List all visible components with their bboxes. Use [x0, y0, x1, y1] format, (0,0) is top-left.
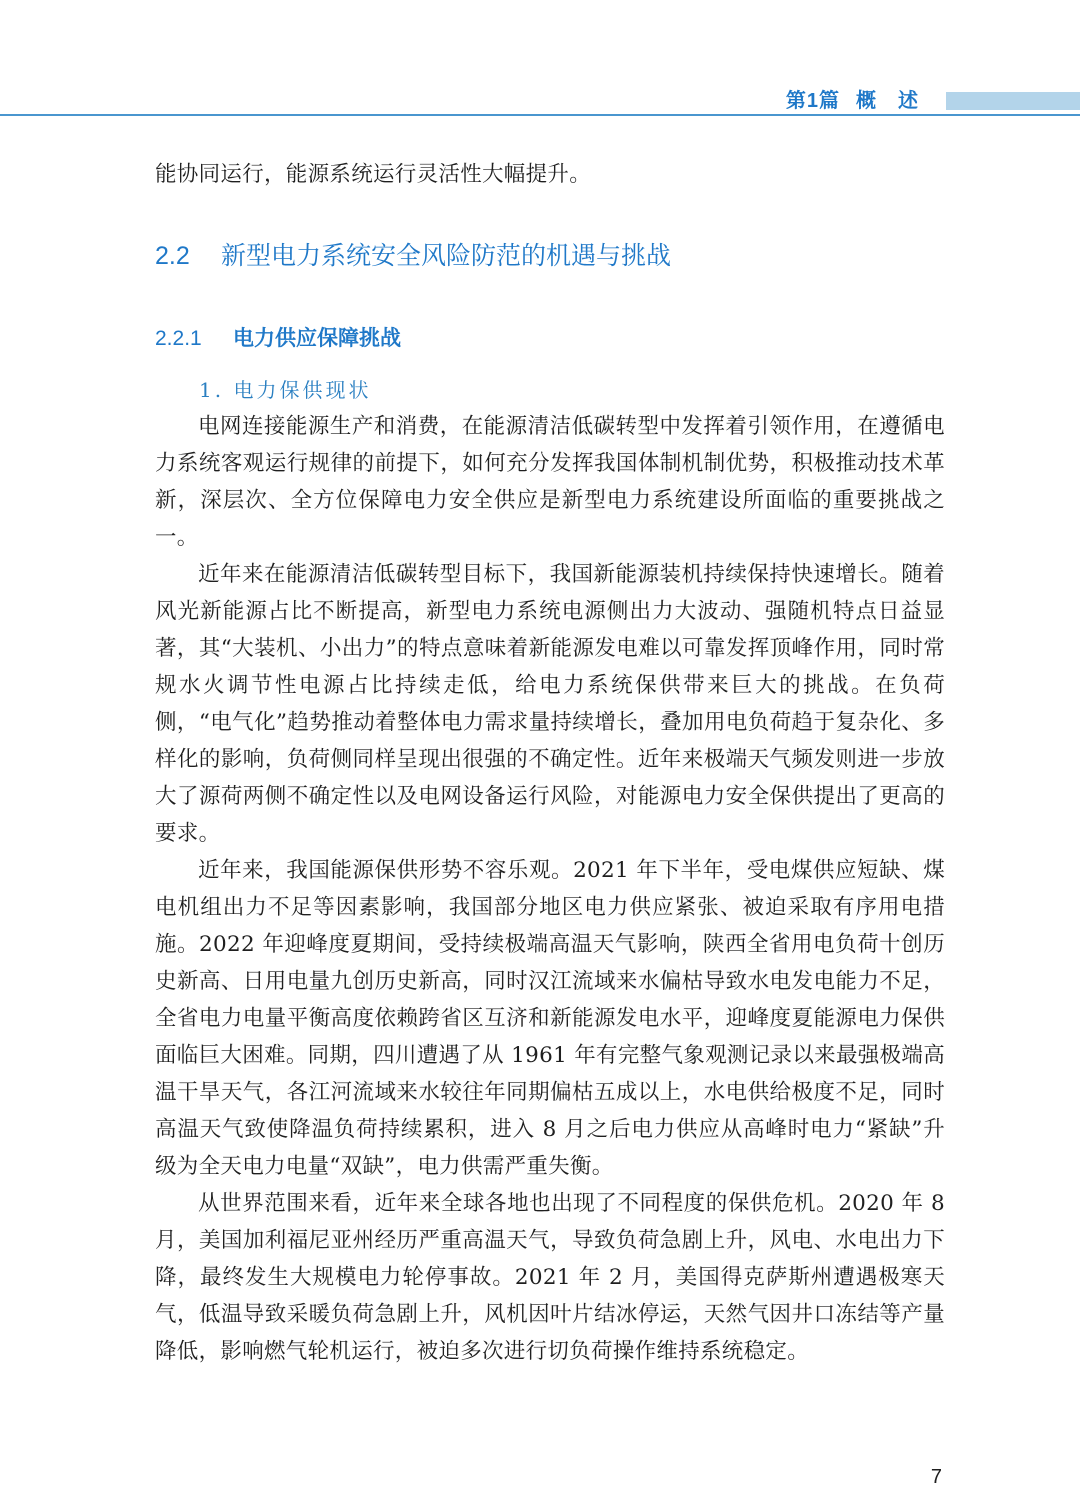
paragraph: 从世界范围来看，近年来全球各地也出现了不同程度的保供危机。2020 年 8 月，美国加利福尼亚州经历严重高温天气，导致负荷急剧上升，风电、水电出力下降，最终发生大规模电力轮停事故。2021 年 2 月，美国得克萨斯州遭遇极寒天气，低温导致采暖负荷急剧上升，风机因叶片结冰停运，天然气因井口冻结等产量降低，影响燃气轮机运行，被迫多次进行切负荷操作维持系统稳定。 [155, 1191, 945, 1364]
section-number: 2.2 [155, 242, 190, 270]
running-header [0, 0, 1080, 120]
header-accent-bar [946, 92, 1080, 110]
paragraph: 近年来在能源清洁低碳转型目标下，我国新能源装机持续保持快速增长。随着风光新能源占比不断提高，新型电力系统电源侧出力大波动、强随机特点日益显著，其“大装机、小出力”的特点意味着新能源发电难以可靠发挥顶峰作用，同时常规水火调节性电源占比持续走低，给电力系统保供带来巨大的挑战。在负荷侧，“电气化”趋势推动着整体电力需求量持续增长，叠加用电负荷趋于复杂化、多样化的影响，负荷侧同样呈现出很强的不确定性。近年来极端天气频发则进一步放大了源荷两侧不确定性以及电网设备运行风险，对能源电力安全保供提出了更高的要求。 [155, 562, 945, 846]
paragraph: 电网连接能源生产和消费，在能源清洁低碳转型中发挥着引领作用，在遵循电力系统客观运行规律的前提下，如何充分发挥我国体制机制优势，积极推动技术革新，深层次、全方位保障电力安全供应是新型电力系统建设所面临的重要挑战之一。 [155, 414, 945, 550]
section-heading [155, 236, 945, 272]
subsection-title: 电力供应保障挑战 [233, 327, 401, 350]
paragraph: 近年来，我国能源保供形势不容乐观。2021 年下半年，受电煤供应短缺、煤电机组出力不足等因素影响，我国部分地区电力供应紧张、被迫采取有序用电措施。2022 年迎峰度夏期间，受持续极端高温天气影响，陕西全省用电负荷十创历史新高、日用电量九创历史新高，同时汉江流域来水偏枯导致水电发电能力不足，全省电力电量平衡高度依赖跨省区互济和新能源发电水平，迎峰度夏能源电力保供面临巨大困难。同期，四川遭遇了从 1961 年有完整气象观测记录以来最强极端高温干旱天气，各江河流域来水较往年同期偏枯五成以上，水电供给极度不足，同时高温天气致使降温负荷持续累积，进入 8 月之后电力供应从高峰时电力“紧缺”升级为全天电力电量“双缺”，电力供需严重失衡。 [155, 858, 945, 1179]
part-title: 概 述 [856, 90, 919, 112]
header-rule [0, 114, 1080, 116]
page-body [155, 156, 945, 1370]
subsection-number: 2.2.1 [155, 327, 202, 350]
page-number: 7 [930, 1466, 942, 1488]
item-heading: 1. 电力保供现状 [199, 378, 372, 402]
section-title: 新型电力系统安全风险防范的机遇与挑战 [221, 242, 672, 270]
part-label: 第1篇 [785, 90, 840, 112]
subsection-heading [155, 322, 945, 354]
continued-line: 能协同运行，能源系统运行灵活性大幅提升。 [155, 162, 592, 187]
running-header-title [786, 84, 935, 113]
